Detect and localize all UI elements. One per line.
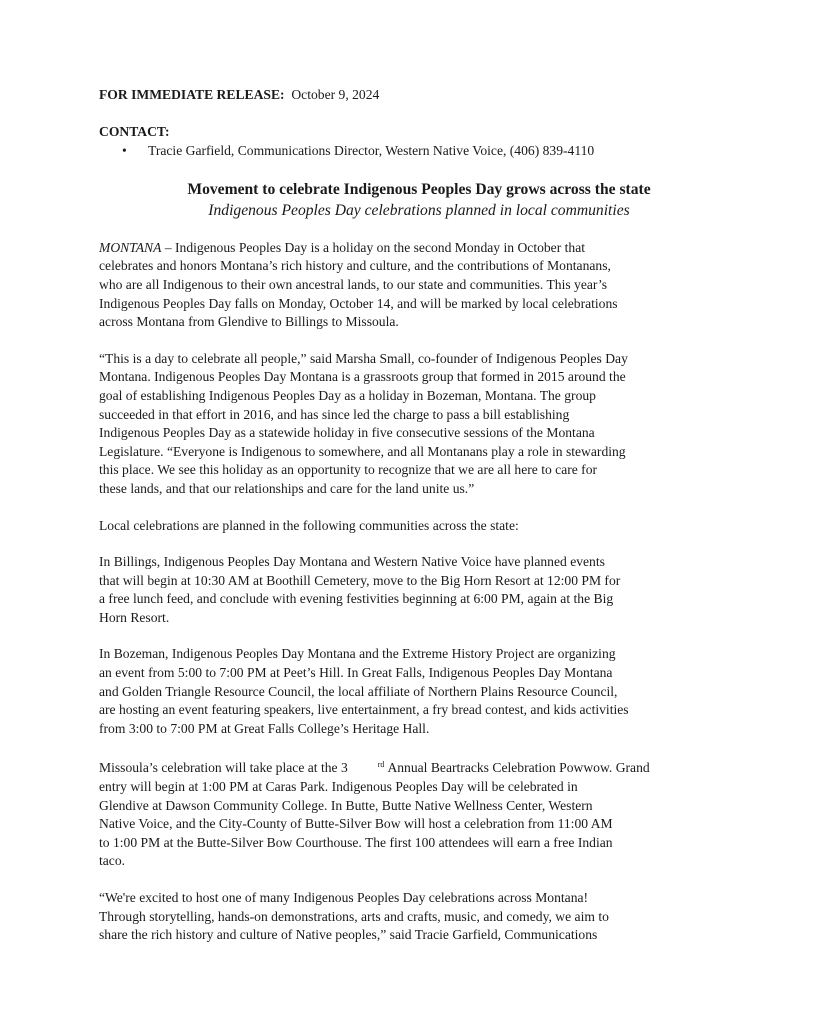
bullet-icon: •	[122, 143, 127, 159]
paragraph-line: and Golden Triangle Resource Council, the local affiliate of Northern Plains Resource Council,	[99, 683, 618, 699]
paragraph-billings	[99, 553, 739, 627]
paragraph-intro	[99, 239, 739, 332]
paragraph-bozeman	[99, 645, 739, 738]
paragraph-line: that will begin at 10:30 AM at Boothill Cemetery, move to the Big Horn Resort at 12:00 PM for	[99, 572, 621, 588]
paragraph-line: from 3:00 to 7:00 PM at Great Falls College’s Heritage Hall.	[99, 720, 430, 736]
paragraph-line: Annual Beartracks Celebration Powwow. Grand	[387, 760, 650, 776]
paragraph-line: an event from 5:00 to 7:00 PM at Peet’s Hill. In Great Falls, Indigenous Peoples Day Montana	[99, 665, 613, 681]
paragraph-line: these lands, and that our relationships and care for the land unite us.”	[99, 480, 475, 496]
paragraph-line: to 1:00 PM at the Butte-Silver Bow Courthouse. The first 100 attendees will earn a free Indian	[99, 834, 613, 850]
release-label: FOR IMMEDIATE RELEASE:	[99, 87, 285, 102]
release-date: October 9, 2024	[291, 87, 380, 102]
paragraph-line: – Indigenous Peoples Day is a holiday on the second Monday in October that	[161, 239, 586, 255]
paragraph-line: Legislature. “Everyone is Indigenous to somewhere, and all Montanans play a role in stewarding	[99, 443, 626, 459]
paragraph-line: Montana. Indigenous Peoples Day Montana is a grassroots group that formed in 2015 around the	[99, 369, 626, 385]
contact-list	[99, 142, 739, 161]
subheadline: Indigenous Peoples Day celebrations planned in local communities	[208, 201, 630, 219]
paragraph-line: Indigenous Peoples Day as a statewide holiday in five consecutive sessions of the Montana	[99, 425, 595, 441]
paragraph-line: succeeded in that effort in 2016, and has since led the charge to pass a bill establishing	[99, 406, 570, 422]
paragraph-line: are hosting an event featuring speakers, live entertainment, a fry bread contest, and kids activities	[99, 702, 629, 718]
contact-item	[99, 142, 739, 161]
paragraph-line: who are all Indigenous to their own ancestral lands, to our state and communities. This year’s	[99, 276, 608, 292]
dateline: MONTANA	[99, 239, 162, 255]
paragraph-line: share the rich history and culture of Native peoples,” said Tracie Garfield, Communications	[99, 927, 598, 943]
paragraph-line: goal of establishing Indigenous Peoples Day as a holiday in Bozeman, Montana. The group	[99, 387, 596, 403]
headline: Movement to celebrate Indigenous Peoples Day grows across the state	[187, 180, 651, 198]
paragraph-line: across Montana from Glendive to Billings to Missoula.	[99, 314, 399, 330]
paragraph-line: Through storytelling, hands-on demonstrations, arts and crafts, music, and comedy, we aim to	[99, 908, 609, 924]
contact-item-text: Tracie Garfield, Communications Director, Western Native Voice, (406) 839-4110	[148, 143, 595, 159]
paragraph-line: celebrates and honors Montana’s rich history and culture, and the contributions of Montanans,	[99, 258, 611, 274]
press-release-page	[99, 86, 739, 945]
paragraph-line: “This is a day to celebrate all people,” said Marsha Small, co-founder of Indigenous Peoples Day	[99, 350, 628, 366]
paragraph-line: taco.	[99, 853, 126, 869]
ordinal-superscript: rd	[377, 760, 385, 770]
paragraph-line: Native Voice, and the City-County of Butte-Silver Bow will host a celebration from 11:00 AM	[99, 816, 613, 832]
paragraph-line: entry will begin at 1:00 PM at Caras Park. Indigenous Peoples Day will be celebrated in	[99, 779, 578, 795]
paragraph-line: In Bozeman, Indigenous Peoples Day Montana and the Extreme History Project are organizing	[99, 646, 616, 662]
paragraph-line: In Billings, Indigenous Peoples Day Montana and Western Native Voice have planned events	[99, 554, 605, 570]
paragraph-line: “We're excited to host one of many Indigenous Peoples Day celebrations across Montana!	[99, 890, 589, 905]
paragraph-line: a free lunch feed, and conclude with evening festivities beginning at 6:00 PM, again at the Big	[99, 591, 614, 607]
paragraph-line: Glendive at Dawson Community College. In Butte, Butte Native Wellness Center, Western	[99, 797, 593, 813]
paragraph-line: Horn Resort.	[99, 609, 170, 625]
paragraph-missoula	[99, 756, 739, 871]
contact-label: CONTACT:	[99, 123, 170, 139]
paragraph-line: Missoula’s celebration will take place at the 3	[99, 760, 348, 776]
paragraph-local-intro	[99, 517, 739, 536]
paragraph-quote-garfield	[99, 889, 739, 945]
paragraph-line: Local celebrations are planned in the following communities across the state:	[99, 517, 519, 533]
paragraph-line: this place. We see this holiday as an opportunity to recognize that we are all here to care for	[99, 462, 598, 478]
paragraph-line: Indigenous Peoples Day falls on Monday, October 14, and will be marked by local celebrations	[99, 295, 618, 311]
paragraph-quote-small	[99, 350, 739, 499]
release-line	[99, 86, 739, 105]
